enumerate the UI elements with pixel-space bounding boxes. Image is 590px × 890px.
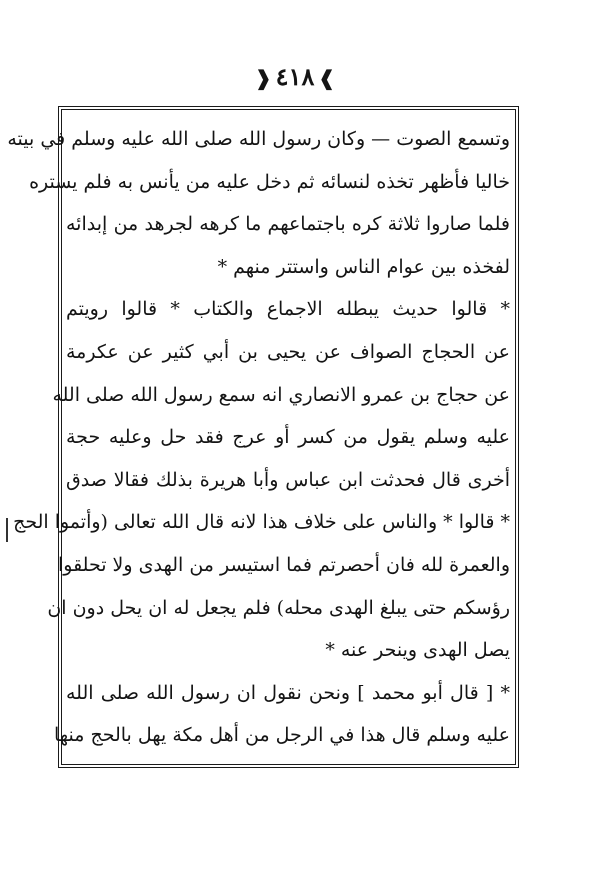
- text-line: يصل الهدى وينحر عنه *: [325, 639, 510, 662]
- ornament-right-icon: ❰: [254, 66, 272, 90]
- text-line: خاليا فأظهر تخذه لنسائه ثم دخل عليه من يأنس به فلم يستره: [29, 170, 510, 193]
- margin-mark: [6, 518, 8, 542]
- page-number-value: ٤١٨: [275, 62, 315, 91]
- text-body: [7, 118, 514, 757]
- ornament-left-icon: ❱: [318, 66, 336, 90]
- text-line: والعمرة لله فان أحصرتم فما استيسر من الهدى ولا تحلقوا: [57, 553, 510, 576]
- text-line: أخرى قال فحدثت ابن عباس وأبا هريرة بذلك فقالا صدق: [66, 468, 510, 491]
- text-line: عليه وسلم يقول من كسر أو عرج فقد حل وعليه حجة: [66, 426, 510, 449]
- text-line: * [ قال أبو محمد ] ونحن نقول ان رسول الله صلى الله: [66, 681, 510, 704]
- text-line: * قالوا حديث يبطله الاجماع والكتاب * قالوا رويتم: [66, 298, 510, 321]
- text-line: عن الحجاج الصواف عن يحيى بن أبي كثير عن عكرمة: [66, 340, 510, 363]
- text-line: رؤسكم حتى يبلغ الهدى محله) فلم يجعل له ان يحل دون ان: [47, 596, 510, 619]
- text-line: عليه وسلم قال هذا في الرجل من أهل مكة يهل بالحج منها: [53, 724, 510, 747]
- page-number: [0, 62, 590, 93]
- text-line: * قالوا * والناس على خلاف هذا لانه قال الله تعالى (وأتموا الحج: [13, 511, 510, 534]
- text-line: لفخذه بين عوام الناس واستتر منهم *: [217, 255, 510, 278]
- text-line: وتسمع الصوت — وكان رسول الله صلى الله عليه وسلم في بيته: [7, 128, 510, 150]
- text-line: فلما صاروا ثلاثة كره باجتماعهم ما كرهه لجرهد من إبدائه: [66, 213, 510, 236]
- text-line: عن حجاج بن عمرو الانصاري انه سمع رسول الله صلى الله: [52, 383, 510, 406]
